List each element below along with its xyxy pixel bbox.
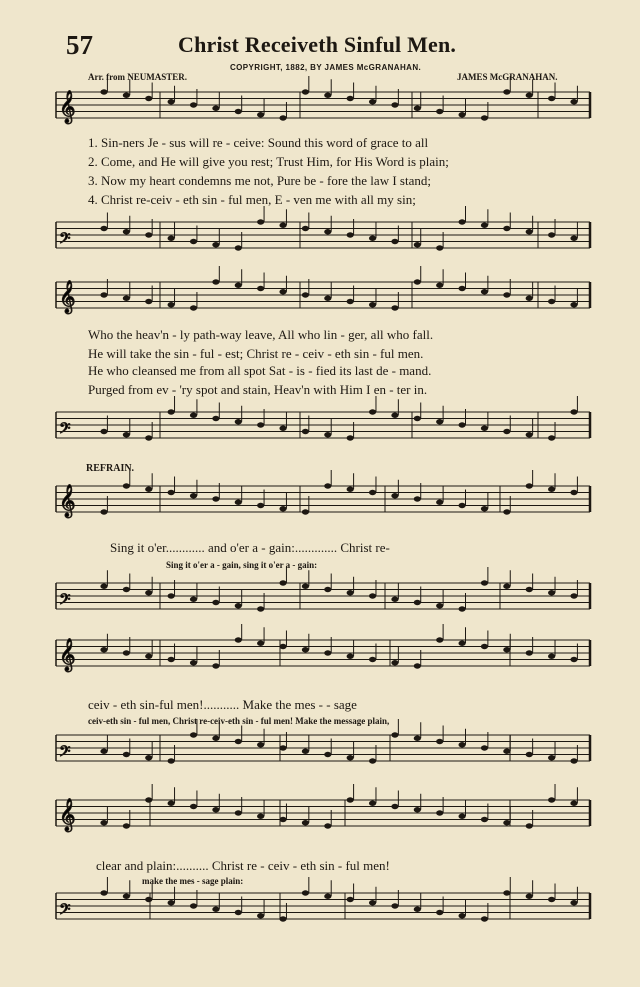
- note-head: [257, 503, 264, 508]
- note-head: [324, 483, 331, 488]
- verse-3-line-2: He who cleansed me from all spot Sat - is - fied its last de - mand.: [88, 363, 432, 378]
- note-head: [100, 429, 107, 434]
- bass-clef-icon: 𝄢: [59, 420, 71, 441]
- note-head: [414, 496, 421, 501]
- note-head: [235, 810, 242, 815]
- note-head: [570, 409, 577, 414]
- note-head: [458, 503, 465, 508]
- note-head: [436, 283, 443, 288]
- note-head: [257, 814, 264, 819]
- note-head: [548, 654, 555, 659]
- note-head: [570, 236, 577, 241]
- note-head: [100, 509, 107, 514]
- note-head: [212, 736, 219, 741]
- note-head: [503, 820, 510, 825]
- note-head: [212, 807, 219, 812]
- note-head: [458, 606, 465, 611]
- note-head: [212, 242, 219, 247]
- note-head: [190, 903, 197, 908]
- note-head: [212, 600, 219, 605]
- note-head: [145, 755, 152, 760]
- note-head: [369, 490, 376, 495]
- note-head: [324, 587, 331, 592]
- note-head: [212, 106, 219, 111]
- note-head: [481, 115, 488, 120]
- note-head: [391, 732, 398, 737]
- note-head: [347, 654, 354, 659]
- note-head: [190, 239, 197, 244]
- note-head: [302, 509, 309, 514]
- note-head: [324, 229, 331, 234]
- note-head: [548, 590, 555, 595]
- note-head: [302, 820, 309, 825]
- note-head: [526, 229, 533, 234]
- note-head: [257, 742, 264, 747]
- note-head: [190, 597, 197, 602]
- note-head: [347, 435, 354, 440]
- bass-clef-icon: 𝄢: [59, 743, 71, 764]
- note-head: [302, 584, 309, 589]
- note-head: [168, 657, 175, 662]
- note-head: [414, 279, 421, 284]
- note-head: [503, 647, 510, 652]
- note-head: [279, 580, 286, 585]
- note-head: [414, 106, 421, 111]
- note-head: [190, 102, 197, 107]
- hymn-title: Christ Receiveth Sinful Men.: [178, 32, 457, 57]
- note-head: [324, 93, 331, 98]
- note-head: [414, 907, 421, 912]
- note-head: [369, 302, 376, 307]
- note-head: [235, 637, 242, 642]
- note-head: [168, 490, 175, 495]
- note-head: [414, 736, 421, 741]
- note-head: [324, 823, 331, 828]
- note-head: [145, 487, 152, 492]
- note-head: [391, 493, 398, 498]
- hymn-number: 57: [66, 30, 93, 60]
- note-head: [570, 593, 577, 598]
- note-head: [145, 96, 152, 101]
- note-head: [279, 817, 286, 822]
- note-head: [369, 900, 376, 905]
- note-head: [168, 302, 175, 307]
- note-head: [436, 637, 443, 642]
- note-head: [100, 89, 107, 94]
- note-head: [481, 506, 488, 511]
- note-head: [123, 752, 130, 757]
- note-head: [145, 435, 152, 440]
- note-head: [503, 584, 510, 589]
- note-head: [168, 593, 175, 598]
- note-head: [145, 299, 152, 304]
- note-head: [324, 296, 331, 301]
- note-head: [190, 660, 197, 665]
- verse-2-line-1: 2. Come, and He will give you rest; Trust Him, for His Word is plain;: [88, 154, 449, 169]
- note-head: [481, 223, 488, 228]
- note-head: [168, 758, 175, 763]
- note-head: [347, 897, 354, 902]
- note-head: [481, 817, 488, 822]
- refrain-bass-line-1: Sing it o'er a - gain, sing it o'er a - gain:: [166, 560, 318, 570]
- note-head: [235, 109, 242, 114]
- note-head: [391, 597, 398, 602]
- note-head: [391, 660, 398, 665]
- treble-clef-icon: 𝄞: [59, 90, 76, 123]
- note-head: [145, 232, 152, 237]
- note-head: [503, 429, 510, 434]
- note-head: [458, 742, 465, 747]
- note-head: [526, 483, 533, 488]
- note-head: [548, 487, 555, 492]
- treble-clef-icon: 𝄞: [59, 280, 76, 313]
- note-head: [235, 283, 242, 288]
- note-head: [123, 296, 130, 301]
- note-head: [503, 292, 510, 297]
- note-head: [436, 739, 443, 744]
- refrain-bass-line-3: make the mes - sage plain:: [142, 876, 244, 886]
- note-head: [123, 483, 130, 488]
- note-head: [391, 804, 398, 809]
- note-head: [190, 493, 197, 498]
- note-head: [279, 426, 286, 431]
- note-head: [302, 647, 309, 652]
- note-head: [369, 236, 376, 241]
- note-head: [235, 500, 242, 505]
- treble-clef-icon: 𝄞: [59, 638, 76, 671]
- note-head: [347, 590, 354, 595]
- note-head: [391, 102, 398, 107]
- note-head: [414, 663, 421, 668]
- verse-2-line-2: He will take the sin - ful - est; Christ re - ceiv - eth sin - ful men.: [88, 346, 424, 361]
- note-head: [279, 289, 286, 294]
- bass-clef-icon: 𝄢: [59, 901, 71, 922]
- refrain-label: REFRAIN.: [86, 463, 135, 474]
- note-head: [369, 758, 376, 763]
- note-head: [324, 432, 331, 437]
- note-head: [391, 903, 398, 908]
- note-head: [414, 416, 421, 421]
- note-head: [369, 409, 376, 414]
- note-head: [458, 112, 465, 117]
- refrain-bass-line-2: ceiv-eth sin - ful men, Christ re-ceiv-eth sin - ful men! Make the message plain,: [88, 716, 390, 726]
- note-head: [100, 226, 107, 231]
- note-head: [279, 506, 286, 511]
- note-head: [324, 650, 331, 655]
- note-head: [100, 647, 107, 652]
- note-head: [279, 745, 286, 750]
- note-head: [369, 593, 376, 598]
- note-head: [145, 590, 152, 595]
- composer-credit: JAMES McGRANAHAN.: [457, 72, 558, 82]
- note-head: [212, 279, 219, 284]
- note-head: [212, 663, 219, 668]
- note-head: [570, 490, 577, 495]
- note-head: [190, 732, 197, 737]
- note-head: [481, 289, 488, 294]
- note-head: [145, 897, 152, 902]
- note-head: [503, 226, 510, 231]
- note-head: [212, 416, 219, 421]
- note-head: [168, 900, 175, 905]
- note-head: [123, 650, 130, 655]
- note-head: [257, 286, 264, 291]
- treble-clef-icon: 𝄞: [59, 484, 76, 517]
- note-head: [503, 509, 510, 514]
- note-head: [347, 299, 354, 304]
- note-head: [302, 89, 309, 94]
- note-head: [570, 302, 577, 307]
- bass-clef-icon: 𝄢: [59, 230, 71, 251]
- note-head: [168, 409, 175, 414]
- note-head: [190, 804, 197, 809]
- note-head: [414, 600, 421, 605]
- note-head: [481, 644, 488, 649]
- note-head: [436, 109, 443, 114]
- note-head: [347, 96, 354, 101]
- note-head: [347, 487, 354, 492]
- note-head: [212, 907, 219, 912]
- note-head: [436, 245, 443, 250]
- note-head: [123, 229, 130, 234]
- note-head: [279, 223, 286, 228]
- note-head: [235, 245, 242, 250]
- note-head: [347, 232, 354, 237]
- note-head: [168, 801, 175, 806]
- note-head: [570, 900, 577, 905]
- verse-1-line-2: Who the heav'n - ly path-way leave, All who lin - ger, all who fall.: [88, 327, 434, 342]
- verse-3-line-1: 3. Now my heart condemns me not, Pure be - fore the law I stand;: [88, 173, 431, 188]
- note-head: [279, 115, 286, 120]
- note-head: [481, 426, 488, 431]
- note-head: [526, 587, 533, 592]
- note-head: [458, 286, 465, 291]
- note-head: [414, 807, 421, 812]
- note-head: [235, 603, 242, 608]
- note-head: [526, 93, 533, 98]
- bass-clef-icon: 𝄢: [59, 591, 71, 612]
- note-head: [526, 296, 533, 301]
- note-head: [436, 419, 443, 424]
- note-head: [391, 239, 398, 244]
- note-head: [458, 641, 465, 646]
- note-head: [324, 752, 331, 757]
- note-head: [257, 606, 264, 611]
- verse-1-line-1: 1. Sin-ners Je - sus will re - ceive: Sound this word of grace to all: [88, 135, 429, 150]
- note-head: [123, 587, 130, 592]
- note-head: [526, 752, 533, 757]
- note-head: [391, 413, 398, 418]
- refrain-line-1: Sing it o'er............ and o'er a - gain:............. Christ re-: [110, 540, 390, 555]
- note-head: [190, 413, 197, 418]
- verse-4-line-2: Purged from ev - 'ry spot and stain, Heav'n with Him I en - ter in.: [88, 382, 428, 397]
- note-head: [145, 797, 152, 802]
- note-head: [100, 749, 107, 754]
- note-head: [369, 657, 376, 662]
- note-head: [123, 93, 130, 98]
- note-head: [414, 242, 421, 247]
- note-head: [257, 422, 264, 427]
- note-head: [526, 432, 533, 437]
- note-head: [458, 913, 465, 918]
- note-head: [436, 910, 443, 915]
- treble-clef-icon: 𝄞: [59, 798, 76, 831]
- note-head: [100, 820, 107, 825]
- note-head: [324, 894, 331, 899]
- note-head: [257, 219, 264, 224]
- note-head: [570, 758, 577, 763]
- note-head: [503, 89, 510, 94]
- note-head: [548, 755, 555, 760]
- note-head: [145, 654, 152, 659]
- note-head: [458, 422, 465, 427]
- note-head: [100, 584, 107, 589]
- note-head: [279, 644, 286, 649]
- copyright-line: COPYRIGHT, 1882, BY JAMES McGRANAHAN.: [230, 63, 422, 72]
- note-head: [302, 226, 309, 231]
- note-head: [235, 419, 242, 424]
- note-head: [302, 749, 309, 754]
- note-head: [548, 96, 555, 101]
- note-head: [212, 496, 219, 501]
- note-head: [526, 894, 533, 899]
- note-head: [526, 823, 533, 828]
- note-head: [548, 232, 555, 237]
- note-head: [481, 580, 488, 585]
- note-head: [279, 916, 286, 921]
- note-head: [526, 650, 533, 655]
- refrain-line-2: ceiv - eth sin-ful men!........... Make the mes - - sage: [88, 697, 357, 712]
- note-head: [302, 890, 309, 895]
- note-head: [168, 236, 175, 241]
- arranger-credit: Arr. from NEUMASTER.: [88, 72, 187, 82]
- note-head: [100, 890, 107, 895]
- note-head: [347, 755, 354, 760]
- refrain-line-3: clear and plain:.......... Christ re - ceiv - eth sin - ful men!: [96, 858, 390, 873]
- note-head: [436, 603, 443, 608]
- note-head: [503, 749, 510, 754]
- note-head: [369, 801, 376, 806]
- note-head: [123, 823, 130, 828]
- note-head: [570, 657, 577, 662]
- note-head: [302, 292, 309, 297]
- note-head: [257, 913, 264, 918]
- note-head: [458, 219, 465, 224]
- note-head: [100, 292, 107, 297]
- note-head: [548, 797, 555, 802]
- note-head: [481, 916, 488, 921]
- note-head: [257, 641, 264, 646]
- note-head: [123, 894, 130, 899]
- note-head: [391, 305, 398, 310]
- verse-4-line-1: 4. Christ re-ceiv - eth sin - ful men, E - ven me with all my sin;: [88, 192, 416, 207]
- note-head: [235, 739, 242, 744]
- note-head: [548, 299, 555, 304]
- note-head: [347, 797, 354, 802]
- note-head: [548, 897, 555, 902]
- note-head: [190, 305, 197, 310]
- note-head: [235, 910, 242, 915]
- note-head: [458, 814, 465, 819]
- note-head: [302, 429, 309, 434]
- note-head: [436, 500, 443, 505]
- note-head: [436, 810, 443, 815]
- note-head: [570, 99, 577, 104]
- note-head: [369, 99, 376, 104]
- note-head: [570, 801, 577, 806]
- note-head: [481, 745, 488, 750]
- note-head: [257, 112, 264, 117]
- note-head: [123, 432, 130, 437]
- note-head: [503, 890, 510, 895]
- note-head: [168, 99, 175, 104]
- note-head: [548, 435, 555, 440]
